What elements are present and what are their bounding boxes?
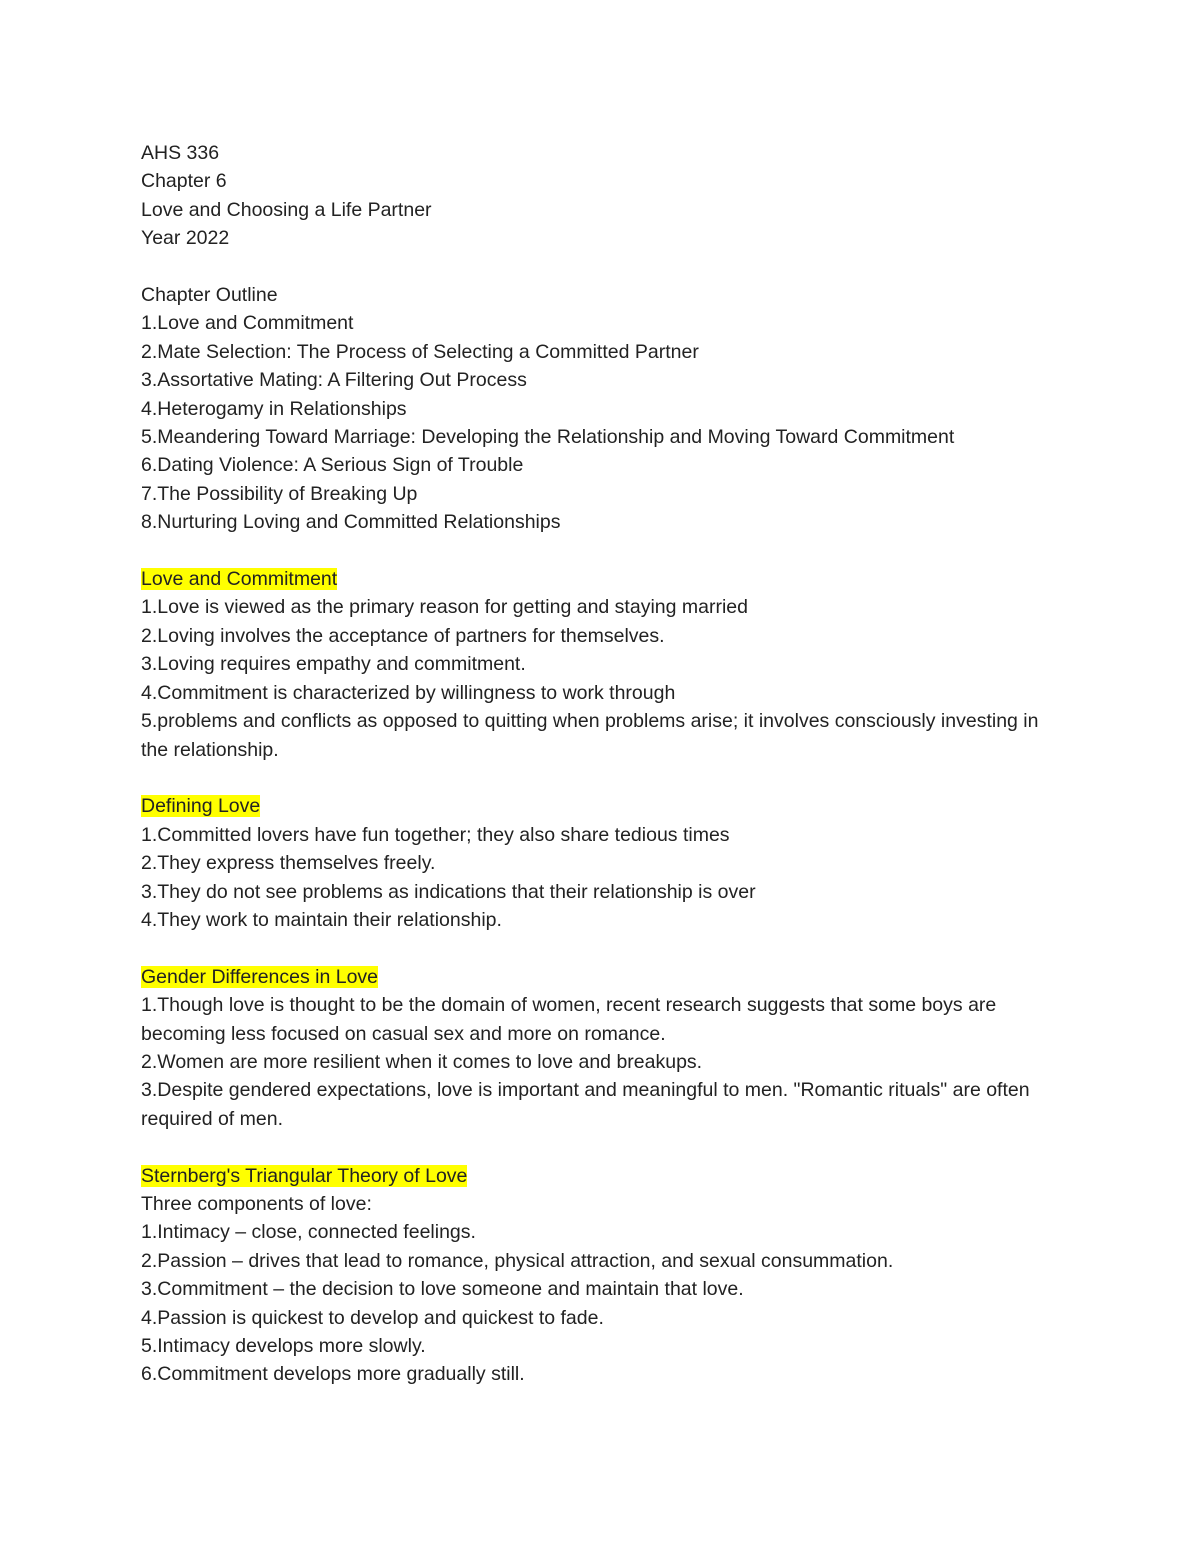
section-item: 3.Commitment – the decision to love someone and maintain that love.: [141, 1278, 744, 1301]
section-item: 3.They do not see problems as indications that their relationship is over: [141, 880, 756, 903]
section-heading: Gender Differences in Love: [141, 965, 379, 988]
section-item: 3.Despite gendered expectations, love is important and meaningful to men. "Romantic rituals" are often required of men.: [141, 1079, 1030, 1130]
section-item: 1.Love is viewed as the primary reason for getting and staying married: [141, 596, 748, 619]
spacer: [141, 537, 1061, 565]
document-header: [141, 139, 1061, 253]
section-intro: Three components of love:: [141, 1192, 372, 1215]
spacer: [141, 764, 1061, 792]
chapter-number: Chapter 6: [141, 170, 227, 193]
section-item: 2.Passion – drives that lead to romance, physical attraction, and sexual consummation.: [141, 1249, 894, 1272]
section-item: 2.They express themselves freely.: [141, 852, 436, 875]
section-heading: Defining Love: [141, 795, 261, 818]
section-item: 5.problems and conflicts as opposed to quitting when problems arise; it involves consciously investing in the relationship.: [141, 710, 1039, 761]
section-item: 4.Commitment is characterized by willingness to work through: [141, 681, 676, 704]
section-item: 4.They work to maintain their relationship.: [141, 908, 502, 931]
chapter-outline: [141, 281, 1061, 537]
section-heading: Love and Commitment: [141, 568, 338, 591]
outline-item: 2.Mate Selection: The Process of Selecting a Committed Partner: [141, 340, 699, 363]
outline-heading: Chapter Outline: [141, 284, 278, 307]
section-gender-differences: [141, 963, 1061, 1133]
course-code: AHS 336: [141, 142, 220, 164]
outline-item: 4.Heterogamy in Relationships: [141, 397, 407, 420]
outline-item: 5.Meandering Toward Marriage: Developing the Relationship and Moving Toward Commitment: [141, 426, 955, 449]
spacer: [141, 934, 1061, 962]
section-item: 1.Intimacy – close, connected feelings.: [141, 1221, 476, 1244]
year: Year 2022: [141, 227, 230, 250]
chapter-title: Love and Choosing a Life Partner: [141, 198, 432, 221]
section-love-and-commitment: [141, 565, 1061, 764]
outline-item: 6.Dating Violence: A Serious Sign of Trouble: [141, 454, 524, 477]
outline-item: 3.Assortative Mating: A Filtering Out Process: [141, 369, 527, 392]
spacer: [141, 1133, 1061, 1161]
document-page: [141, 139, 1061, 1389]
section-item: 2.Loving involves the acceptance of partners for themselves.: [141, 624, 665, 647]
outline-item: 1.Love and Commitment: [141, 312, 354, 335]
section-item: 4.Passion is quickest to develop and quickest to fade.: [141, 1306, 604, 1329]
section-item: 5.Intimacy develops more slowly.: [141, 1334, 426, 1357]
section-item: 6.Commitment develops more gradually still.: [141, 1363, 525, 1386]
outline-item: 7.The Possibility of Breaking Up: [141, 482, 418, 505]
section-item: 1.Committed lovers have fun together; they also share tedious times: [141, 823, 730, 846]
section-item: 3.Loving requires empathy and commitment.: [141, 653, 526, 676]
section-item: 1.Though love is thought to be the domain of women, recent research suggests that some boys are becoming less focused on casual sex and more on romance.: [141, 994, 997, 1045]
section-triangular-theory: [141, 1162, 1061, 1389]
section-defining-love: [141, 792, 1061, 934]
outline-item: 8.Nurturing Loving and Committed Relationships: [141, 511, 561, 534]
spacer: [141, 253, 1061, 281]
section-heading: Sternberg's Triangular Theory of Love: [141, 1164, 468, 1187]
section-item: 2.Women are more resilient when it comes to love and breakups.: [141, 1050, 703, 1073]
